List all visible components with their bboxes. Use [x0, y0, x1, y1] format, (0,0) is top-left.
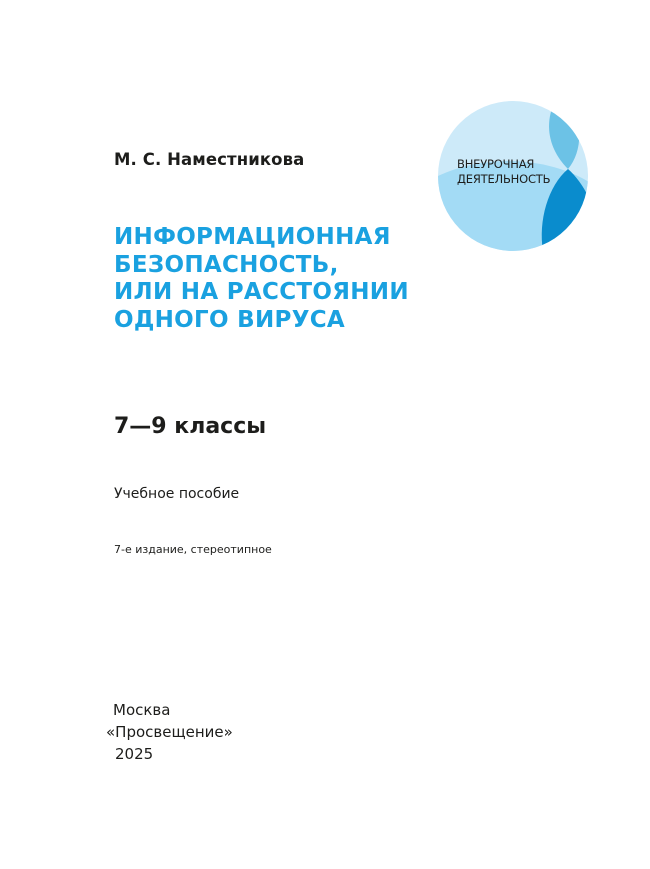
- title-line: ОДНОГО ВИРУСА: [114, 306, 346, 333]
- extracurricular-badge: [438, 101, 588, 251]
- title-line: ИЛИ НА РАССТОЯНИИ: [114, 279, 409, 305]
- author-name: М. С. Наместникова: [114, 150, 305, 169]
- imprint: [106, 699, 233, 765]
- imprint-year: 2025: [115, 745, 154, 763]
- badge-line: ДЕЯТЕЛЬНОСТЬ: [457, 172, 551, 186]
- book-genre: Учебное пособие: [114, 486, 240, 502]
- badge-line: ВНЕУРОЧНАЯ: [457, 157, 535, 171]
- grade-range: 7—9 классы: [114, 414, 267, 439]
- imprint-publisher: «Просвещение»: [106, 723, 233, 741]
- edition-info: 7-е издание, стереотипное: [114, 543, 272, 556]
- book-title: [114, 224, 409, 334]
- imprint-city: Москва: [113, 701, 171, 719]
- title-line: БЕЗОПАСНОСТЬ,: [114, 251, 339, 278]
- title-line: ИНФОРМАЦИОННАЯ: [114, 224, 391, 250]
- badge-label: [457, 157, 550, 187]
